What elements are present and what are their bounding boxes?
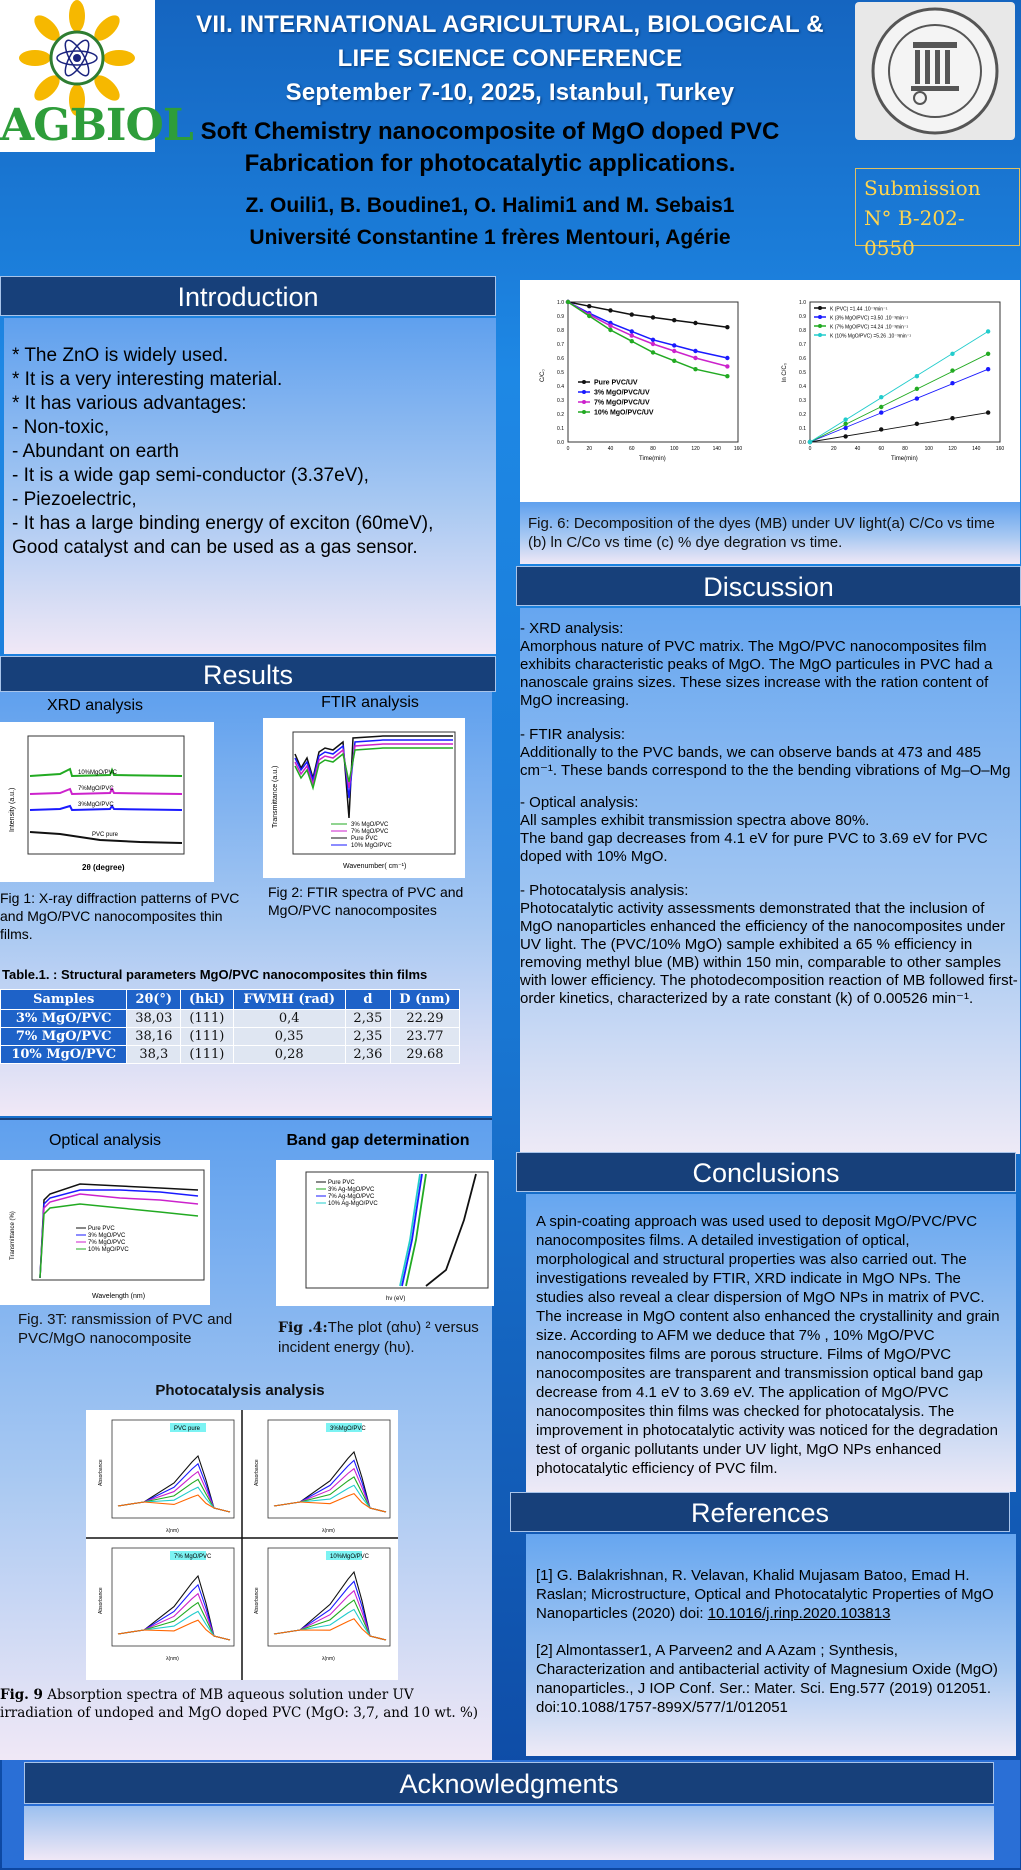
opt-xlabel: Wavelength (nm) (92, 1293, 146, 1300)
legend-marker (818, 324, 822, 328)
decomposition-chart-1 (782, 300, 1004, 462)
conclusions-panel (526, 1194, 1016, 1492)
table-cell: 29.68 (390, 1046, 459, 1064)
photocat-curve (274, 1460, 386, 1512)
photocat-panel-label: PVC pure (174, 1426, 201, 1432)
introduction-line: - It has a large binding energy of exciton (60meV), (12, 513, 434, 534)
poster-title: Soft Chemistry nanocomposite of MgO doped PVC Fabrication for photocatalytic applications. (200, 118, 780, 177)
data-point (630, 339, 634, 343)
data-point (725, 374, 729, 378)
bg-legend-1: 3% Ag-MgO/PVC (328, 1187, 375, 1193)
bg-legend-0: Pure PVC (328, 1180, 355, 1186)
data-point (630, 329, 634, 333)
table-cell: 38,3 (127, 1046, 181, 1064)
discussion-xrd-head: - XRD analysis: (520, 620, 624, 637)
chart-ylabel: ln C/C₀ (782, 362, 788, 382)
data-point (843, 434, 847, 438)
table-cell: 0,4 (233, 1010, 345, 1028)
university-seal (855, 2, 1015, 140)
chart-xlabel: Time(min) (639, 456, 666, 462)
photocat-panel (254, 1420, 390, 1534)
reference-1-doi-link[interactable]: 10.1016/j.rinp.2020.103813 (707, 1605, 891, 1622)
photocat-curve (118, 1620, 230, 1640)
discussion-photo-text: Photocatalytic activity assessments demonstrated that the inclusion of MgO nanoparticles enhanced the efficiency of the nanocomposites under UV light. The (PVC/10% MgO) sample exhibited a 65 % efficiency in removing methyl blue (MB) within 150 min, comparable to other samples with lower efficiency. The photodecomposition reaction of MB followed first-order kinetics, characterized by a rate constant (k) of 0.00526 min⁻¹. (520, 900, 1018, 1007)
table-cell: 3% MgO/PVC (1, 1010, 127, 1028)
legend-marker (582, 400, 586, 404)
bandgap-figure (276, 1160, 494, 1306)
fit-line (810, 331, 988, 442)
reference-1: [1] G. Balakrishnan, R. Velavan, Khalid Mujasam Batoo, Emad H. Raslan; Microstructure, Optical and Photocatalytic Properties of MgO Nanoparticles (2020) doi: 10.1016/j.rinp.2020.103813 (536, 1567, 994, 1622)
photocat-curve (274, 1619, 386, 1640)
fig4-caption: The plot (αhυ) ² versus incident energy (hυ). (278, 1319, 479, 1356)
data-point (587, 304, 591, 308)
x-tick-label: 100 (924, 446, 933, 452)
opt-legend-3: 10% MgO/PVC (88, 1247, 129, 1253)
legend-marker (818, 306, 822, 310)
submission-box: Submission N° B-202-0550 (855, 168, 1020, 246)
table-cell: 2,35 (345, 1028, 390, 1046)
data-point (879, 427, 883, 431)
data-point (651, 342, 655, 346)
data-point (651, 338, 655, 342)
photocat-title: Photocatalysis analysis (155, 1382, 325, 1399)
table-header-cell: Samples (1, 990, 127, 1010)
x-tick-label: 40 (607, 446, 614, 452)
y-tick-label: 0.3 (557, 398, 564, 404)
legend-label: 3% MgO/PVC/UV (594, 389, 650, 397)
x-tick-label: 140 (712, 446, 721, 452)
y-tick-label: 1.0 (799, 300, 806, 306)
xrd-legend-1: 7%MgO/PVC (78, 786, 114, 792)
table-cell: 0,28 (233, 1046, 345, 1064)
data-point (672, 349, 676, 353)
x-tick-label: 60 (878, 446, 885, 452)
table-row (1, 1028, 460, 1046)
introduction-line: * It has various advantages: (12, 393, 247, 414)
table-cell: (111) (181, 1046, 233, 1064)
data-point (915, 387, 919, 391)
xrd-title: XRD analysis (46, 697, 144, 714)
photocat-panel-label: 10%MgO/PVC (330, 1554, 370, 1560)
x-tick-label: 20 (586, 446, 593, 452)
introduction-line: * It is a very interesting material. (12, 369, 283, 390)
y-tick-label: 0.7 (557, 342, 564, 348)
data-point (986, 367, 990, 371)
fig3-caption: Fig. 3T: ransmission of PVC and PVC/MgO nanocomposite (18, 1311, 233, 1347)
discussion-optical-text1: All samples exhibit transmission spectra above 80%. (520, 812, 870, 829)
y-tick-label: 0.6 (557, 356, 564, 362)
opt-legend-0: Pure PVC (88, 1226, 115, 1232)
data-point (843, 417, 847, 421)
introduction-heading: Introduction (0, 276, 496, 316)
conclusions-text: A spin-coating approach was used used to deposit MgO/PVC/PVC nanocomposites films. A detailed investigation of optical, morphological and structural properties was also carried out. The investigations revealed by FTIR, XRD indicate in MgO NPs. The studies also reveal a clear dispersion of MgO NPs in matrix of PVC. The increase in MgO content also enhanced the crystallinity and grain size. According to AFM we deduce that 7% , 10% MgO/PVC nanocomposites films are porous structure. Films of MgO/PVC nanocomposites are transparent and transmission optical band gap decrease from 4.1 eV to 3.69 eV. The application of MgO/PVC nanocomposites thin films was checked for photocatalysis. The improvement in photocatalytic activity was noticed for the degradation test of organic pollutants under UV light, MgO NPs enhanced photocatalytic efficiency of PVC film. (536, 1213, 1000, 1477)
data-point (651, 350, 655, 354)
fig9-caption: Absorption spectra of MB aqueous solution under UV irradiation of undoped and MgO doped PVC (MgO: 3,7, and 10 wt. %) (0, 1687, 479, 1721)
data-point (808, 440, 812, 444)
y-tick-label: 0.4 (799, 384, 806, 390)
data-point (566, 300, 570, 304)
table-cell: 23.77 (390, 1028, 459, 1046)
introduction-line: - Piezoelectric, (12, 489, 137, 510)
photocat-panel (98, 1420, 234, 1534)
data-point (915, 374, 919, 378)
legend-label: K (PVC) =1.44 .10⁻³min⁻¹ (830, 306, 888, 313)
results-heading: Results (0, 656, 496, 692)
reference-2: [2] Almontasser1, A Parveen2 and A Azam ; Synthesis, Characterization and antibacterial activity of Magnesium Oxide (MgO) nanoparticles., J IOP Conf. Ser.: Mater. Sci. Eng.577 (2019) 012051. doi:10.1088/1757-899X/577/1/012051 (536, 1642, 998, 1716)
data-point (651, 315, 655, 319)
photocat-ylabel: Absorbance (254, 1459, 260, 1486)
table-cell: 38,03 (127, 1010, 181, 1028)
x-tick-label: 140 (972, 446, 981, 452)
photocat-xlabel: λ(nm) (322, 1656, 335, 1662)
references-panel (526, 1534, 1016, 1756)
y-tick-label: 0.0 (557, 440, 564, 446)
legend-label: K (3% MgO/PVC) =3.50 .10⁻³min⁻¹ (830, 315, 909, 322)
table-row (1, 1046, 460, 1064)
photocatalysis-figure (86, 1410, 398, 1680)
series-line (568, 302, 727, 376)
data-point (672, 359, 676, 363)
data-point (725, 325, 729, 329)
xrd-ylabel: Intensity (a.u.) (9, 787, 16, 832)
discussion-heading: Discussion (516, 566, 1021, 606)
data-point (915, 396, 919, 400)
authors-block (150, 190, 830, 254)
x-tick-label: 120 (948, 446, 957, 452)
data-point (693, 349, 697, 353)
photocat-ylabel: Absorbance (98, 1459, 104, 1486)
optical-figure (0, 1160, 210, 1305)
affiliation: Université Constantine 1 frères Mentouri, Agérie (249, 226, 731, 249)
data-point (986, 352, 990, 356)
legend-marker (818, 315, 822, 319)
conference-title: VII. INTERNATIONAL AGRICULTURAL, BIOLOGICAL & LIFE SCIENCE CONFERENCE September 7-10, 2025, Istanbul, Turkey (196, 11, 824, 106)
bg-legend-2: 7% Ag-MgO/PVC (328, 1194, 375, 1200)
introduction-line: - It is a wide gap semi-conductor (3.37eV), (12, 465, 369, 486)
legend-marker (582, 390, 586, 394)
y-tick-label: 0.4 (557, 384, 564, 390)
xrd-legend-3: PVC pure (92, 832, 119, 838)
data-point (879, 410, 883, 414)
data-point (843, 422, 847, 426)
table-cell: (111) (181, 1010, 233, 1028)
x-tick-label: 160 (995, 446, 1005, 452)
photocat-xlabel: λ(nm) (322, 1528, 335, 1534)
optical-title: Optical analysis (48, 1132, 162, 1149)
fit-line (810, 413, 988, 442)
xrd-xlabel: 2θ (degree) (82, 863, 125, 872)
discussion-ftir-head: - FTIR analysis: (520, 726, 626, 743)
ftir-xlabel: Wavenumber( cm⁻¹) (343, 863, 407, 870)
structural-table (0, 989, 462, 1064)
y-tick-label: 0.9 (799, 314, 806, 320)
data-point (672, 318, 676, 322)
data-point (879, 405, 883, 409)
discussion-optical-text2: The band gap decreases from 4.1 eV for pure PVC to 3.69 eV for PVC doped with 10% MgO. (520, 830, 988, 865)
data-point (608, 308, 612, 312)
decomposition-chart-0 (540, 300, 742, 462)
bg-legend-3: 10% Ag-MgO/PVC (328, 1201, 378, 1207)
discussion-panel (520, 608, 1020, 1154)
bandgap-title: Band gap determination (286, 1132, 470, 1149)
opt-legend-2: 7% MgO/PVC (88, 1240, 126, 1246)
agbiol-logo (0, 0, 193, 152)
xrd-legend-2: 3%MgO/PVC (78, 802, 114, 808)
fig6-caption: Fig. 6: Decomposition of the dyes (MB) under UV light(a) C/Co vs time (b) ln C/Co vs time (c) % dye degration vs time. (528, 515, 995, 551)
photocat-ylabel: Absorbance (98, 1587, 104, 1614)
y-tick-label: 0.2 (557, 412, 564, 418)
decomposition-figures (520, 280, 1020, 502)
data-point (843, 426, 847, 430)
ftir-ylabel: Transmittance (a.u.) (272, 765, 279, 828)
table-row (1, 1010, 460, 1028)
y-tick-label: 0.6 (799, 356, 806, 362)
table-title: Table.1. : Structural parameters MgO/PVC nanocomposites thin films (2, 967, 428, 982)
legend-label: Pure PVC/UV (594, 379, 638, 387)
discussion-xrd-text: Amorphous nature of PVC matrix. The MgO/PVC nanocomposites film exhibits characteristic peaks of MgO. The MgO particules in PVC had a nanoscale grains sizes. These sizes increase with the ration content of MgO increasing. (520, 638, 993, 709)
data-point (915, 422, 919, 426)
acknowledgments-panel (24, 1806, 994, 1860)
ftir-legend-3: 3% MgO/PVC (351, 822, 389, 828)
table-cell: 2,36 (345, 1046, 390, 1064)
authors: Z. Ouili1, B. Boudine1, O. Halimi1 and M. Sebais1 (245, 194, 735, 217)
x-tick-label: 160 (733, 446, 743, 452)
photocat-panel-label: 3%MgO/PVC (330, 1426, 366, 1432)
x-tick-label: 0 (566, 446, 570, 452)
logo-text: AGBIOL (0, 100, 193, 151)
x-tick-label: 80 (650, 446, 656, 452)
y-tick-label: 0.0 (799, 440, 806, 446)
series-line (568, 302, 727, 366)
ftir-legend-0: Pure PVC (351, 836, 378, 842)
fig4-caption-block (278, 1318, 493, 1357)
x-tick-label: 80 (902, 446, 908, 452)
photocat-xlabel: λ(nm) (166, 1656, 179, 1662)
photocat-xlabel: λ(nm) (166, 1528, 179, 1534)
data-point (725, 356, 729, 360)
table-header-cell: d (345, 990, 390, 1010)
y-tick-label: 0.9 (557, 314, 564, 320)
table-header-cell: FWMH (rad) (233, 990, 345, 1010)
table-header-cell: 2θ(°) (127, 990, 181, 1010)
xrd-legend-0: 10%MgO/PVC (78, 770, 118, 776)
chart-ylabel: C/C₀ (540, 369, 546, 382)
fig9-caption-block (0, 1686, 490, 1722)
data-point (986, 329, 990, 333)
data-point (693, 321, 697, 325)
data-point (950, 416, 954, 420)
y-tick-label: 0.1 (557, 426, 564, 432)
fig4-label: Fig .4: (278, 1320, 328, 1336)
data-point (725, 364, 729, 368)
introduction-line: Good catalyst and can be used as a gas sensor. (12, 537, 418, 558)
legend-label: K (7% MgO/PVC) =4.24 .10⁻³min⁻¹ (830, 324, 909, 331)
ftir-legend-2: 7% MgO/PVC (351, 829, 389, 835)
x-tick-label: 100 (670, 446, 679, 452)
table-cell: 7% MgO/PVC (1, 1028, 127, 1046)
introduction-list (12, 344, 488, 560)
discussion-ftir-text: Additionally to the PVC bands, we can observe bands at 473 and 485 cm⁻¹. These bands correspond to the the bending vibrations of Mg–O–Mg (520, 744, 1011, 779)
fig1-caption: Fig 1: X-ray diffraction patterns of PVC and MgO/PVC nanocomposites thin films. (0, 890, 240, 942)
discussion-optical-head: - Optical analysis: (520, 794, 639, 811)
legend-marker (818, 333, 822, 337)
xrd-figure (0, 722, 214, 882)
acknowledgments-heading: Acknowledgments (24, 1762, 994, 1804)
photocat-panel (98, 1548, 234, 1662)
table-cell: 38,16 (127, 1028, 181, 1046)
fig2-caption: Fig 2: FTIR spectra of PVC and MgO/PVC nanocomposites (268, 884, 464, 918)
photocat-panel-label: 7% MgO/PVC (174, 1554, 212, 1560)
legend-label: K (10% MgO/PVC) =5.26 .10⁻³min⁻¹ (830, 333, 912, 340)
data-point (693, 367, 697, 371)
data-point (630, 333, 634, 337)
fig9-label: Fig. 9 (0, 1687, 43, 1703)
fit-line (810, 369, 988, 442)
x-tick-label: 120 (691, 446, 700, 452)
table-cell: 2,35 (345, 1010, 390, 1028)
legend-label: 7% MgO/PVC/UV (594, 399, 650, 407)
data-point (587, 314, 591, 318)
x-tick-label: 40 (854, 446, 861, 452)
fit-line (810, 354, 988, 442)
data-point (630, 312, 634, 316)
y-tick-label: 0.5 (799, 370, 806, 376)
data-point (608, 328, 612, 332)
data-point (986, 410, 990, 414)
table-header-cell: D (nm) (390, 990, 459, 1010)
table-cell: (111) (181, 1028, 233, 1046)
y-tick-label: 0.3 (799, 398, 806, 404)
table-header-row (1, 990, 460, 1010)
y-tick-label: 0.5 (557, 370, 564, 376)
y-tick-label: 0.8 (557, 328, 564, 334)
data-point (608, 324, 612, 328)
bg-xlabel: hν (eV) (386, 1296, 406, 1302)
introduction-panel (4, 318, 496, 654)
introduction-line: - Non-toxic, (12, 417, 110, 438)
y-tick-label: 1.0 (557, 300, 564, 306)
y-tick-label: 0.2 (799, 412, 806, 418)
photocat-ylabel: Absorbance (254, 1587, 260, 1614)
x-tick-label: 60 (628, 446, 635, 452)
x-tick-label: 20 (830, 446, 837, 452)
table-cell: 22.29 (390, 1010, 459, 1028)
x-tick-label: 0 (808, 446, 812, 452)
photocat-panel (254, 1548, 390, 1662)
data-point (879, 395, 883, 399)
y-tick-label: 0.7 (799, 342, 806, 348)
table-cell: 10% MgO/PVC (1, 1046, 127, 1064)
ftir-legend-1: 10% MgO/PVC (351, 843, 392, 849)
discussion-photo-head: - Photocatalysis analysis: (520, 882, 689, 899)
ftir-title: FTIR analysis (321, 694, 419, 711)
legend-marker (582, 380, 586, 384)
data-point (950, 352, 954, 356)
references-heading: References (510, 1492, 1010, 1532)
y-tick-label: 0.1 (799, 426, 806, 432)
conclusions-heading: Conclusions (516, 1152, 1016, 1192)
introduction-line: * The ZnO is widely used. (12, 345, 229, 366)
y-tick-label: 0.8 (799, 328, 806, 334)
opt-legend-1: 3% MgO/PVC (88, 1233, 126, 1239)
photocat-curve (274, 1591, 386, 1640)
data-point (672, 343, 676, 347)
ftir-figure (263, 718, 465, 878)
data-point (693, 356, 697, 360)
legend-marker (582, 410, 586, 414)
table-cell: 0,35 (233, 1028, 345, 1046)
opt-ylabel: Transmittance (%) (10, 1211, 16, 1260)
introduction-line: - Abundant on earth (12, 441, 179, 462)
chart-xlabel: Time(min) (891, 456, 918, 462)
table-header-cell: (hkl) (181, 990, 233, 1010)
data-point (950, 368, 954, 372)
data-point (950, 381, 954, 385)
legend-label: 10% MgO/PVC/UV (594, 409, 654, 417)
